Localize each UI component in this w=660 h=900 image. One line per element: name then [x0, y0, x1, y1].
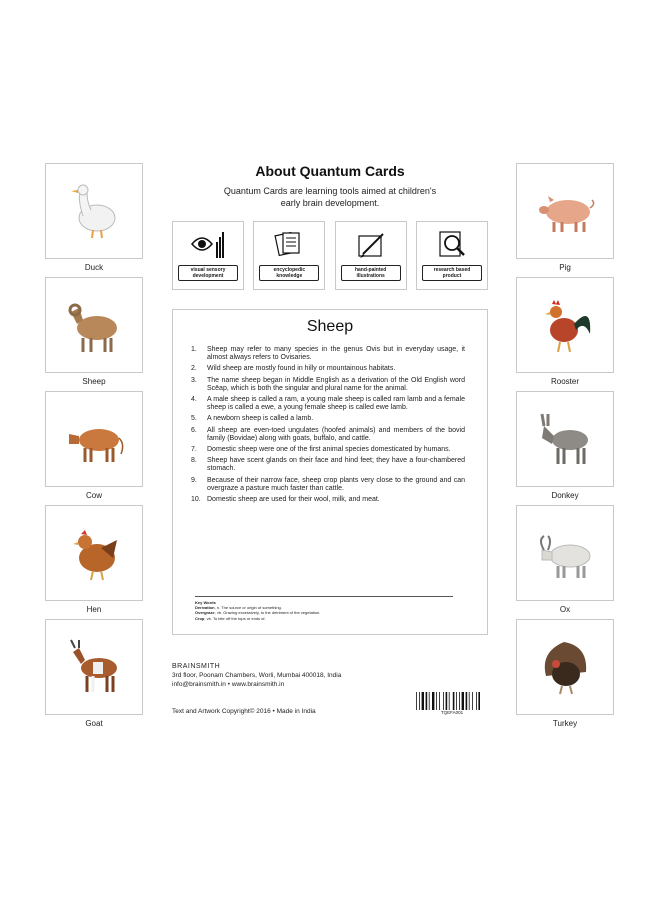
card-ox: [516, 505, 614, 619]
list-item: [191, 477, 465, 493]
list-item: [191, 427, 465, 443]
feature-visual-sensory: [172, 221, 244, 290]
fact-number: 8.: [191, 457, 197, 465]
list-item: [191, 396, 465, 412]
fact-text: Because of their narrow face, sheep crop plants very close to the ground and can overgraze a pasture much faster than cattle.: [207, 476, 465, 492]
card-turkey: [516, 619, 614, 733]
fact-number: 5.: [191, 415, 197, 423]
fact-list: [191, 346, 465, 504]
fact-text: Sheep have scent glands on their face and hind feet; they have a four-chambered stomach.: [207, 457, 465, 473]
feature-label: hand-painted illustrations: [341, 265, 401, 281]
list-item: [191, 415, 465, 423]
fact-text: Wild sheep are mostly found in hilly or mountainous habitats.: [207, 365, 396, 373]
key-word-item: Crop, vb. To bite off the tops or ends of.: [195, 615, 266, 621]
fact-number: 4.: [191, 396, 197, 404]
fact-text: All sheep are even-toed ungulates (hoofed animals) and members of the bovid family (Bovidae) along with goats, buffalo, and cattle.: [207, 426, 465, 442]
barcode: [416, 692, 488, 710]
card-label: Turkey: [552, 719, 578, 728]
card-label: Pig: [559, 263, 571, 272]
info-card: [172, 309, 488, 635]
magnifier-icon: [432, 228, 472, 262]
card-label: Rooster: [550, 377, 579, 386]
card-pig: [516, 163, 614, 277]
sheep-icon: [59, 290, 129, 360]
divider: [195, 596, 453, 597]
card-sheep: [45, 277, 143, 391]
contact-line: [172, 680, 284, 690]
goat-icon: [59, 632, 129, 702]
page-subtitle: Quantum Cards are learning tools aimed at children's early brain development.: [223, 186, 437, 208]
card-cow: [45, 391, 143, 505]
key-word-item: Overgraze, vb. Grazing excessively, to the detriment of the vegetation.: [195, 610, 321, 616]
list-item: [191, 346, 465, 362]
key-words: [195, 600, 320, 621]
barcode-code: TQEFA001: [440, 710, 464, 715]
card-label: Cow: [85, 491, 102, 500]
separator: •: [227, 681, 231, 688]
pig-icon: [530, 176, 600, 246]
key-word-item: Derivation, n. The source or origin of something.: [195, 605, 282, 611]
list-item: [191, 446, 465, 454]
fact-text: Sheep may refer to many species in the genus Ovis but in everyday usage, it almost always refers to Ovisaries.: [207, 346, 465, 362]
list-item: [191, 377, 465, 393]
feature-research-based: [416, 221, 488, 290]
card-duck: [45, 163, 143, 277]
copyright: Text and Artwork Copyright© 2016 • Made in India: [172, 708, 316, 715]
list-item: [191, 496, 465, 504]
card-label: Hen: [86, 605, 102, 614]
feature-label: visual sensory development: [178, 265, 238, 281]
feature-encyclopedic: [253, 221, 325, 290]
key-words-title: Key Words: [195, 600, 216, 605]
fact-number: 10.: [191, 496, 201, 504]
fact-text: Domestic sheep were one of the first animal species domesticated by humans.: [207, 446, 451, 454]
fact-text: The name sheep began in Middle English as a derivation of the Old English word Scēap, which is both the singular and plural name for the animal.: [207, 376, 465, 392]
feature-row: [172, 221, 488, 290]
card-label: Ox: [559, 605, 571, 614]
feature-hand-painted: [335, 221, 407, 290]
card-label: Duck: [84, 263, 104, 272]
donkey-icon: [530, 404, 600, 474]
feature-label: research based product: [422, 265, 482, 281]
card-label: Sheep: [82, 377, 106, 386]
cow-icon: [59, 404, 129, 474]
fact-number: 3.: [191, 376, 197, 384]
card-label: Donkey: [551, 491, 579, 500]
eye-icon: [188, 228, 228, 262]
fact-text: Domestic sheep are used for their wool, milk, and meat.: [207, 496, 380, 504]
card-hen: [45, 505, 143, 619]
website-link[interactable]: www.brainsmith.in: [231, 681, 285, 688]
documents-icon: [269, 228, 309, 262]
fact-number: 9.: [191, 476, 197, 484]
duck-icon: [59, 176, 129, 246]
rooster-icon: [530, 290, 600, 360]
paintbrush-icon: [351, 228, 391, 262]
list-item: [191, 365, 465, 373]
card-donkey: [516, 391, 614, 505]
fact-number: 6.: [191, 426, 197, 434]
ox-icon: [530, 518, 600, 588]
brand-name: BRAINSMITH: [172, 663, 221, 670]
list-item: [191, 457, 465, 473]
hen-icon: [59, 518, 129, 588]
address: 3rd floor, Poonam Chambers, Worli, Mumbai 400018, India: [172, 672, 342, 679]
card-label: Goat: [85, 719, 103, 728]
fact-number: 2.: [191, 365, 197, 373]
right-card-column: [516, 163, 614, 733]
fact-number: 1.: [191, 346, 197, 353]
fact-number: 7.: [191, 446, 197, 454]
fact-text: A newborn sheep is called a lamb.: [207, 415, 314, 423]
fact-text: A male sheep is called a ram, a young male sheep is called ram lamb and a female sheep is called a ewe, a young female sheep is called ewe lamb.: [207, 396, 465, 412]
turkey-icon: [530, 632, 600, 702]
email-link[interactable]: info@brainsmith.in: [172, 681, 226, 688]
info-title: Sheep: [306, 318, 354, 335]
feature-label: encyclopedic knowledge: [259, 265, 319, 281]
card-goat: [45, 619, 143, 733]
left-card-column: [45, 163, 143, 733]
card-rooster: [516, 277, 614, 391]
page-title: About Quantum Cards: [255, 163, 405, 179]
